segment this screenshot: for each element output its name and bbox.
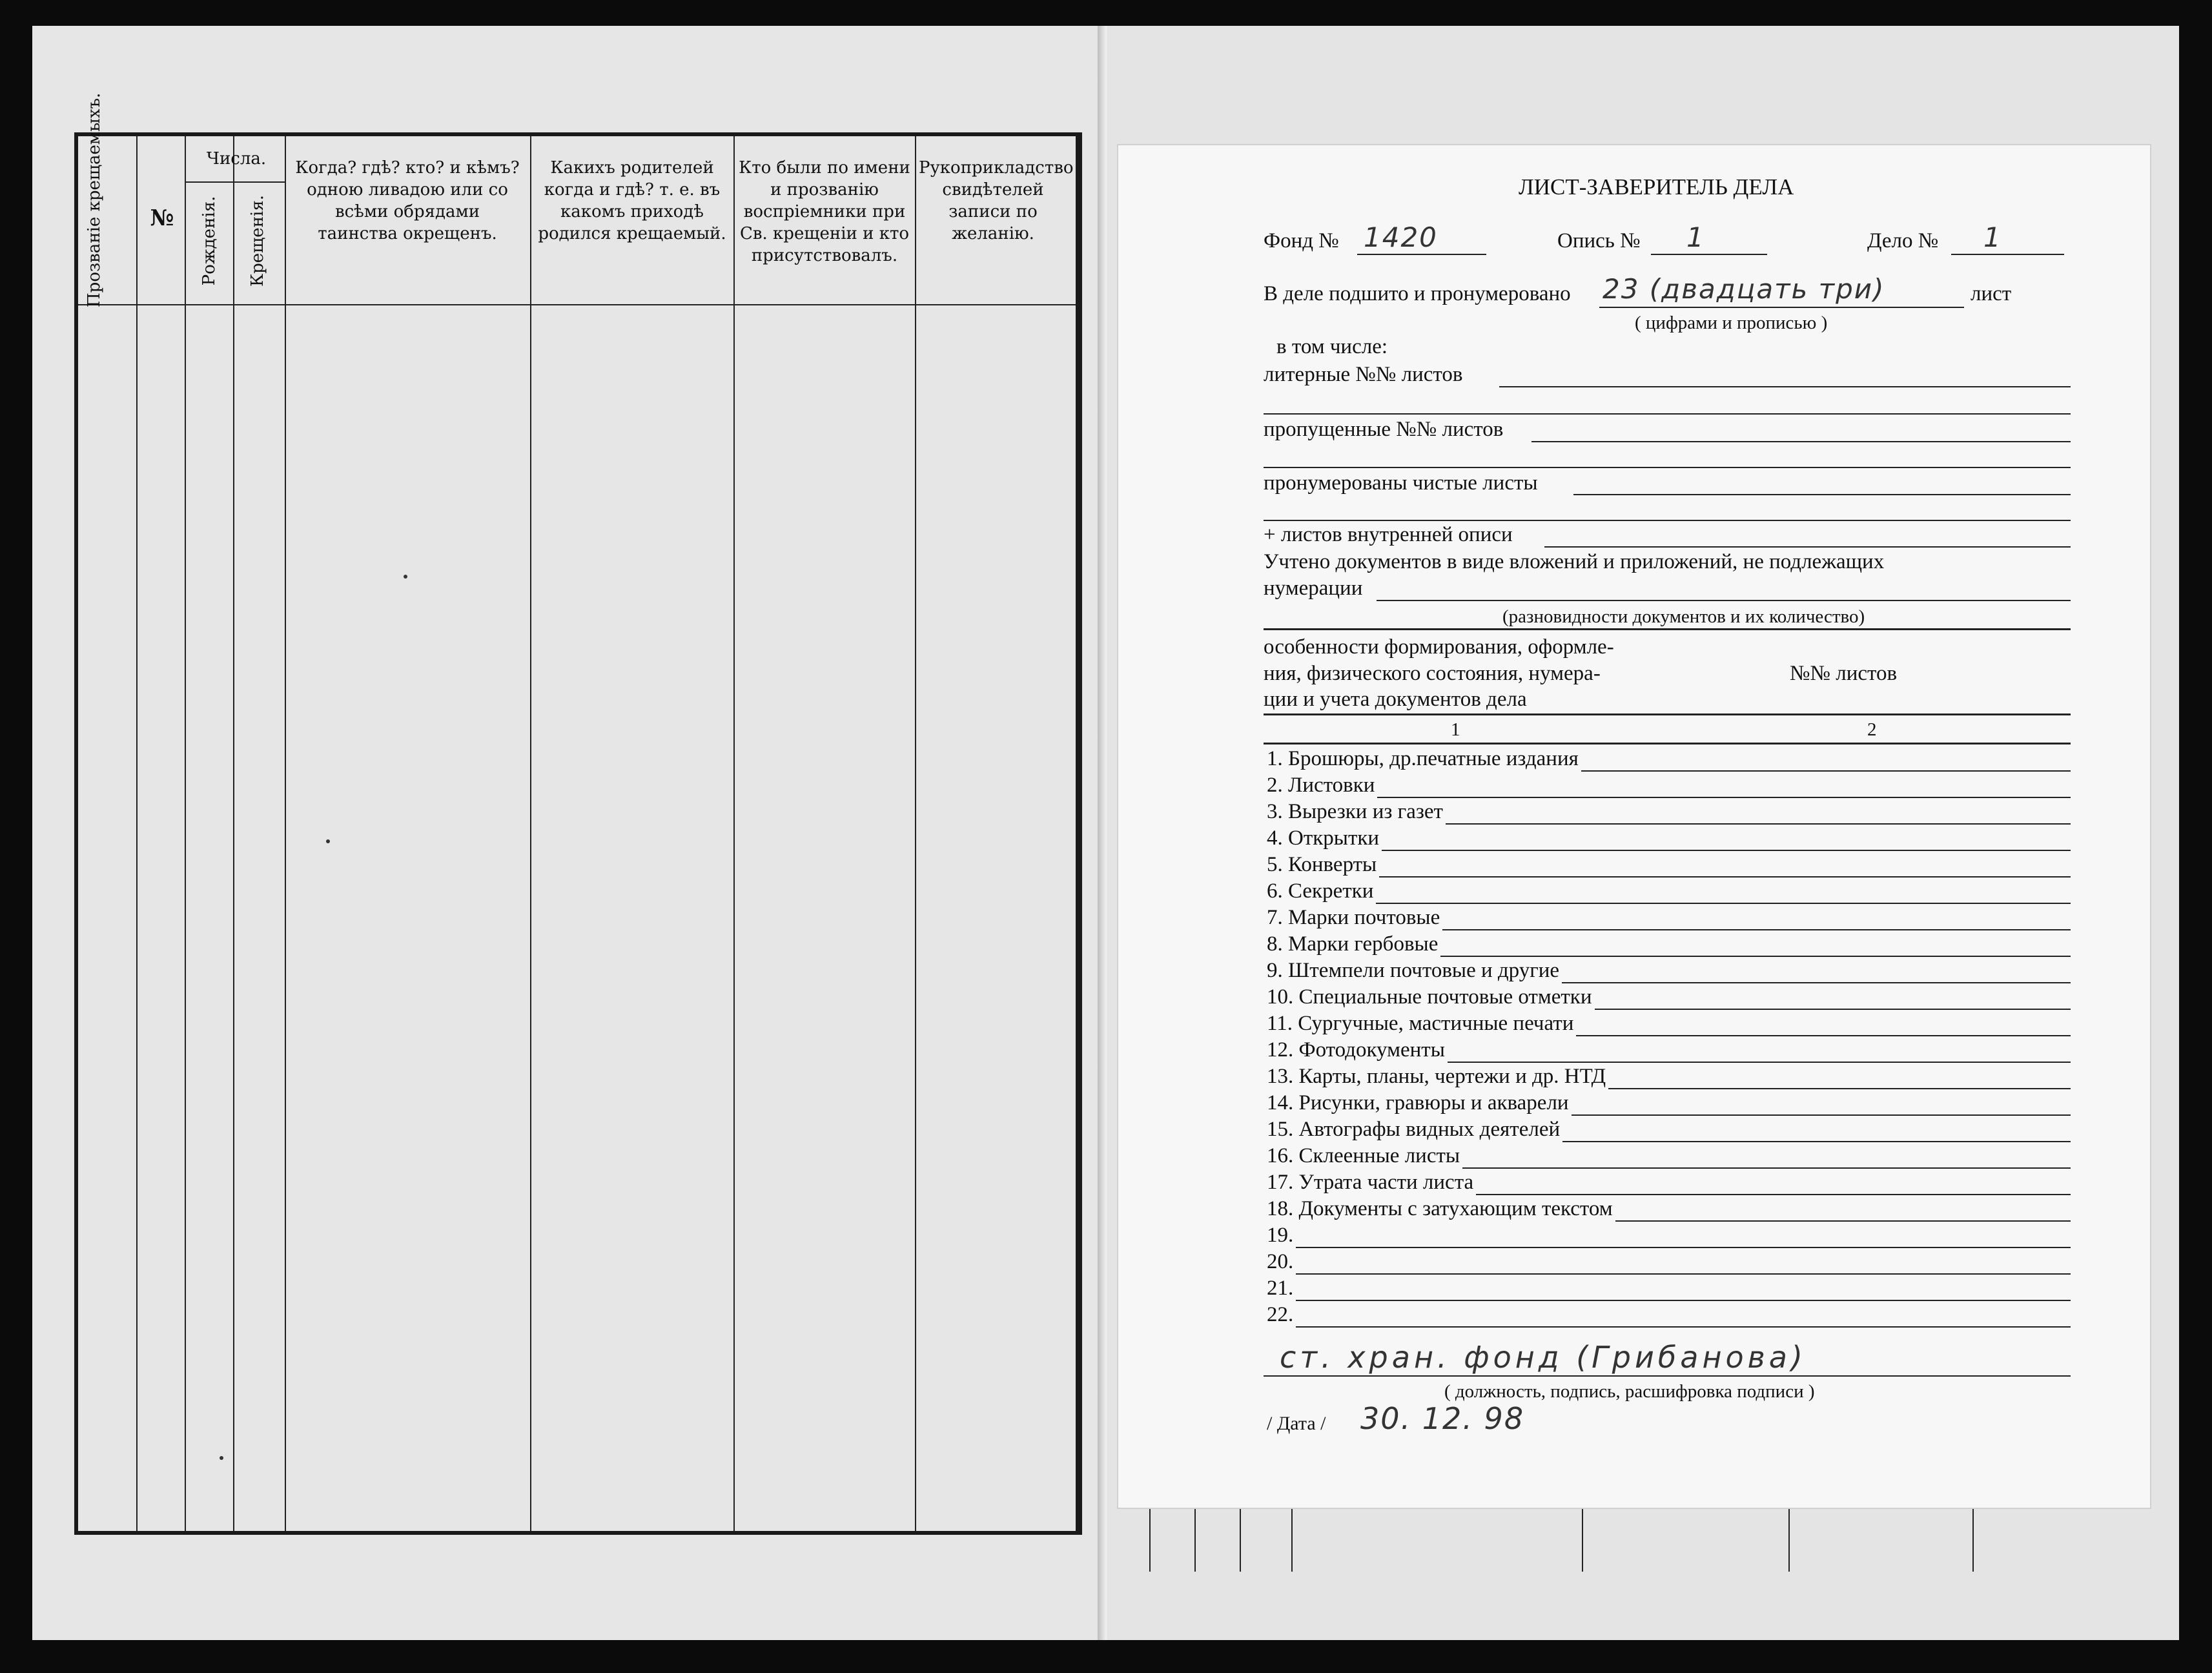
item-row-line bbox=[1476, 1194, 2071, 1195]
item-row-label: 20. bbox=[1267, 1250, 1294, 1273]
fond-label: Фонд № bbox=[1264, 229, 1339, 252]
item-row-label: 22. bbox=[1267, 1303, 1294, 1326]
certification-sheet bbox=[1118, 145, 2150, 1508]
header-when-where: Когда? гдѣ? кто? и кѣмъ? одною ливадою или со всѣми обрядами таинства окрещенъ. bbox=[295, 158, 520, 243]
opis-number: 1 bbox=[1686, 221, 1705, 253]
documents-hint: (разновидности документов и их количество) bbox=[1502, 606, 1865, 627]
item-row-line bbox=[1377, 797, 2071, 798]
column-1-label: 1 bbox=[1451, 719, 1460, 740]
item-row-line bbox=[1562, 982, 2071, 983]
item-row-label: 7. Марки почтовые bbox=[1267, 906, 1440, 929]
sewn-hint: ( цифрами и прописью ) bbox=[1635, 313, 1828, 333]
item-row-line bbox=[1296, 1300, 2071, 1301]
sheet-title: ЛИСТ-ЗАВЕРИТЕЛЬ ДЕЛА bbox=[1519, 174, 1794, 200]
item-row-label: 8. Марки гербовые bbox=[1267, 932, 1439, 956]
item-row-line bbox=[1572, 1114, 2071, 1116]
item-row-label: 16. Склеенные листы bbox=[1267, 1144, 1460, 1167]
signature-handwriting: ст. хран. фонд (Грибанова) bbox=[1280, 1340, 1807, 1375]
item-row-line bbox=[1376, 903, 2071, 904]
item-row-label: 1. Брошюры, др.печатные издания bbox=[1267, 747, 1579, 770]
item-row-line bbox=[1440, 956, 2071, 957]
features-line-1: особенности формирования, оформле- bbox=[1264, 635, 1614, 659]
delo-label: Дело № bbox=[1867, 229, 1939, 252]
item-row-line bbox=[1608, 1088, 2071, 1089]
item-row-label: 2. Листовки bbox=[1267, 774, 1375, 797]
item-row-label: 6. Секретки bbox=[1267, 879, 1374, 903]
item-row-line bbox=[1446, 823, 2071, 825]
item-row-label: 18. Документы с затухающим текстом bbox=[1267, 1197, 1613, 1220]
item-row-line bbox=[1581, 770, 2071, 772]
header-name: Прозваніе крещаемыхъ. bbox=[85, 92, 104, 307]
header-parents: Какихъ родителей когда и гдѣ? т. е. въ какомъ приходѣ родился крещаемый. bbox=[538, 158, 726, 243]
missing-sheets-label: пропущенные №№ листов bbox=[1264, 418, 1504, 441]
item-row-label: 15. Автографы видных деятелей bbox=[1267, 1118, 1561, 1141]
item-row-line bbox=[1296, 1326, 2071, 1328]
item-row-label: 17. Утрата части листа bbox=[1267, 1171, 1474, 1194]
item-row-line bbox=[1462, 1167, 2071, 1169]
sewn-label: В деле подшито и пронумеровано bbox=[1264, 282, 1571, 305]
item-row-line bbox=[1595, 1009, 2071, 1010]
sewn-suffix: лист bbox=[1971, 282, 2012, 305]
header-dates: Числа. bbox=[206, 149, 267, 169]
inner-inventory-label: + листов внутренней описи bbox=[1264, 523, 1513, 546]
item-row-line bbox=[1615, 1220, 2071, 1222]
header-baptism: Крещенія. bbox=[248, 194, 267, 287]
signature-hint: ( должность, подпись, расшифровка подписи ) bbox=[1444, 1381, 1815, 1402]
item-row-label: 10. Специальные почтовые отметки bbox=[1267, 985, 1592, 1009]
column-2-label: 2 bbox=[1867, 719, 1877, 740]
fond-number: 1420 bbox=[1364, 221, 1438, 253]
documents-line-2: нумерации bbox=[1264, 577, 1363, 600]
item-row-line bbox=[1576, 1035, 2071, 1036]
item-row-label: 9. Штемпели почтовые и другие bbox=[1267, 959, 1560, 982]
including-label: в том числе: bbox=[1276, 335, 1388, 358]
item-row-label: 12. Фотодокументы bbox=[1267, 1038, 1445, 1062]
item-row-label: 21. bbox=[1267, 1277, 1294, 1300]
item-row-line bbox=[1562, 1141, 2071, 1142]
item-row-label: 3. Вырезки из газет bbox=[1267, 800, 1443, 823]
scan-speck bbox=[326, 839, 330, 843]
item-row-label: 5. Конверты bbox=[1267, 853, 1377, 876]
header-number: № bbox=[150, 205, 174, 231]
scan-speck bbox=[404, 575, 407, 579]
sheets-numbers-label: №№ листов bbox=[1790, 662, 1898, 685]
features-line-2: ния, физического состояния, нумера- bbox=[1264, 662, 1601, 685]
item-row-label: 19. bbox=[1267, 1224, 1294, 1247]
item-row-label: 11. Сургучные, мастичные печати bbox=[1267, 1012, 1574, 1035]
scan-speck bbox=[220, 1456, 223, 1460]
baptism-register-table bbox=[74, 92, 1082, 1535]
item-row-label: 14. Рисунки, гравюры и акварели bbox=[1267, 1091, 1569, 1114]
date-label: / Дата / bbox=[1267, 1413, 1326, 1434]
delo-number: 1 bbox=[1983, 221, 2002, 253]
item-row-line bbox=[1442, 929, 2071, 930]
right-register-table-edge bbox=[1136, 1504, 2144, 1572]
item-row-label: 4. Открытки bbox=[1267, 826, 1380, 850]
item-row-label: 13. Карты, планы, чертежи и др. НТД bbox=[1267, 1065, 1606, 1088]
features-line-3: ции и учета документов дела bbox=[1264, 688, 1527, 711]
blank-sheets-label: пронумерованы чистые листы bbox=[1264, 471, 1538, 495]
item-row-line bbox=[1296, 1247, 2071, 1248]
header-godparents: Кто были по имени и прозванію воспріемники при Св. крещеніи и кто присутствовалъ. bbox=[739, 158, 910, 265]
item-row-line bbox=[1296, 1273, 2071, 1275]
date-value: 30. 12. 98 bbox=[1360, 1401, 1525, 1436]
literal-sheets-label: литерные №№ листов bbox=[1264, 363, 1463, 386]
sewn-count: 23 (двадцать три) bbox=[1603, 273, 1885, 305]
header-witness: Рукоприкладство свидѣтелей записи по желанію. bbox=[919, 158, 1074, 243]
header-birth: Рожденія. bbox=[200, 196, 219, 286]
documents-line-1: Учтено документов в виде вложений и приложений, не подлежащих bbox=[1264, 550, 1885, 573]
item-row-line bbox=[1382, 850, 2071, 851]
item-row-line bbox=[1448, 1062, 2071, 1063]
item-row-line bbox=[1379, 876, 2071, 878]
opis-label: Опись № bbox=[1557, 229, 1641, 252]
